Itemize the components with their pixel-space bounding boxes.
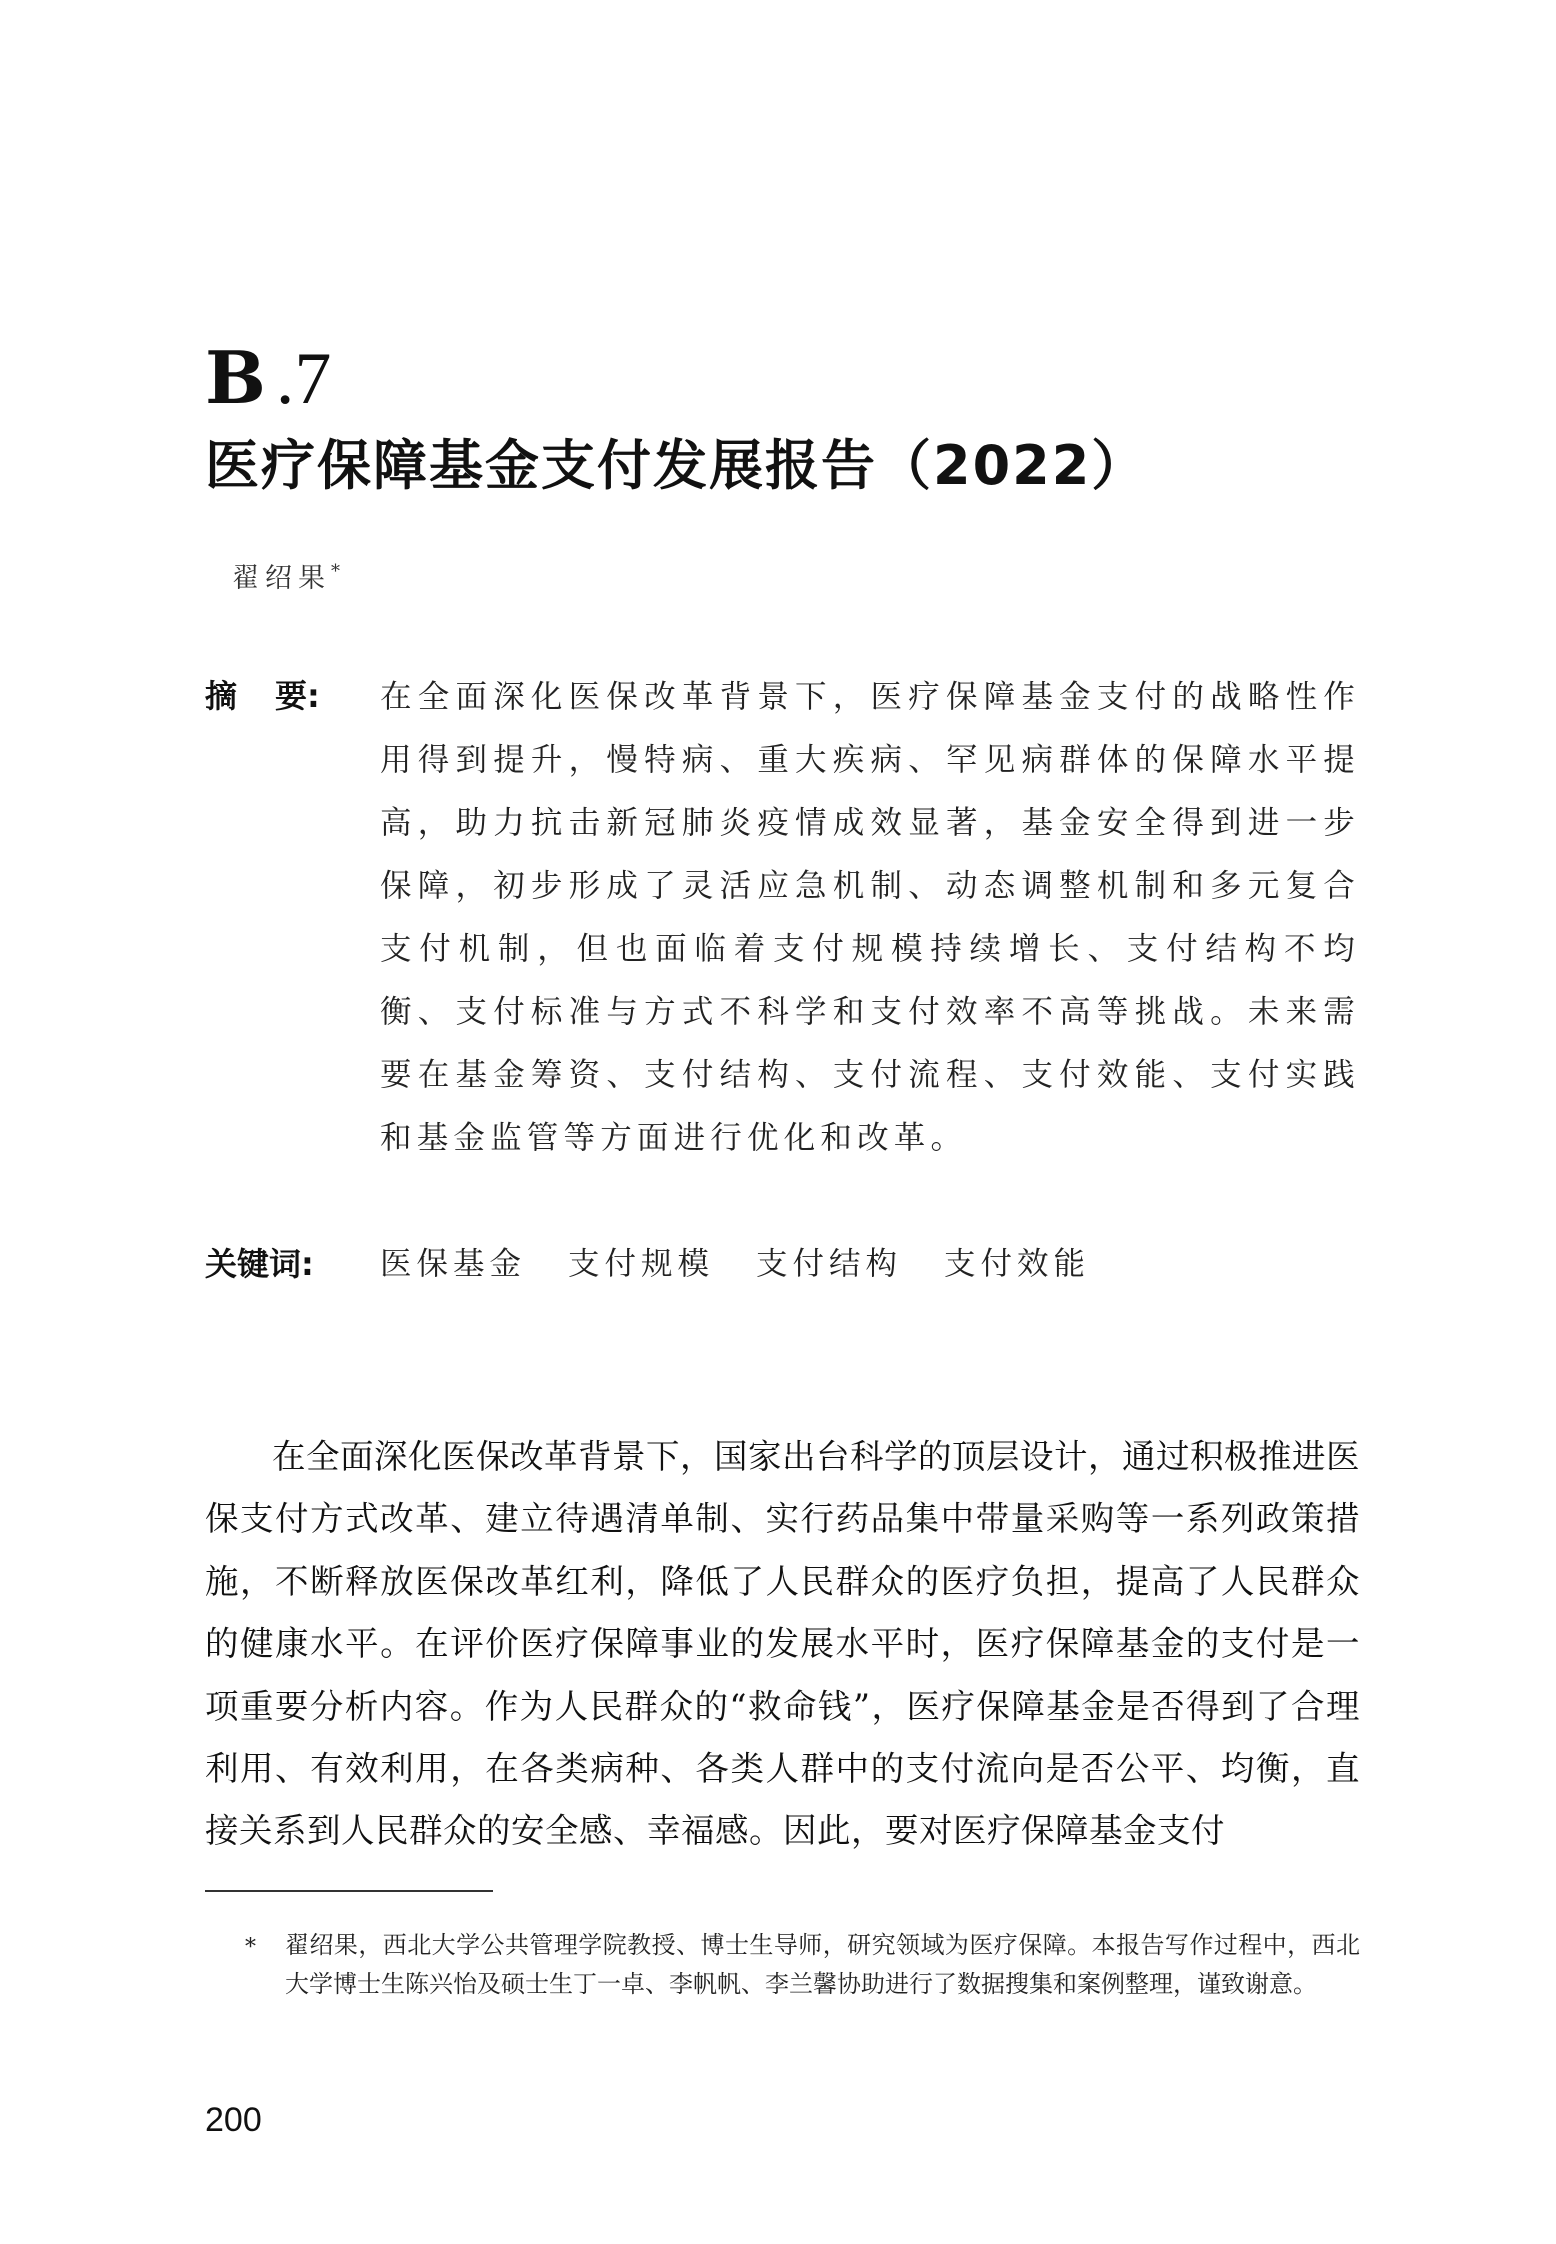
keyword-item: 医保基金 [380,1246,527,1282]
chapter-letter: B [205,335,266,420]
footnote-text: 翟绍果，西北大学公共管理学院教授、博士生导师，研究领域为医疗保障。本报告写作过程中，西北大学博士生陈兴怡及硕士生丁一卓、李帆帆、李兰馨协助进行了数据搜集和案例整理，谨致谢意。 [285,1931,1360,1998]
abstract-label-first: 摘 [205,677,238,715]
keyword-item: 支付结构 [756,1246,903,1282]
body-paragraph: 在全面深化医保改革背景下，国家出台科学的顶层设计，通过积极推进医保支付方式改革、建立待遇清单制、实行药品集中带量采购等一系列政策措施，不断释放医保改革红利，降低了人民群众的医疗负担，提高了人民群众的健康水平。在评价医疗保障事业的发展水平时，医疗保障基金的支付是一项重要分析内容。作为人民群众的“救命钱”，医疗保障基金是否得到了合理利用、有效利用，在各类病种、各类人群中的支付流向是否公平、均衡，直接关系到人民群众的安全感、幸福感。因此，要对医疗保障基金支付 [205,1437,1360,1851]
keywords-list [380,1240,1090,1288]
footnote-mark: * [245,1935,256,1960]
report-title: 医疗保障基金支付发展报告（2022） [205,434,1148,497]
abstract-label [205,672,335,720]
abstract-text: 在全面深化医保改革背景下，医疗保障基金支付的战略性作用得到提升，慢特病、重大疾病、罕见病群体的保障水平提高，助力抗击新冠肺炎疫情成效显著，基金安全得到进一步保障，初步形成了灵活应急机制、动态调整机制和多元复合支付机制，但也面临着支付规模持续增长、支付结构不均衡、支付标准与方式不科学和支付效率不高等挑战。未来需要在基金筹资、支付结构、支付流程、支付效能、支付实践和基金监管等方面进行优化和改革。 [380,679,1360,1156]
keyword-item: 支付效能 [944,1246,1091,1282]
footnote-divider [205,1890,493,1892]
chapter-index: .7 [275,338,332,420]
author-name: 翟绍果 [232,563,331,594]
body-text [205,1426,1360,1863]
chapter-number [205,335,332,420]
keywords-label: 关键词: [205,1245,314,1283]
keyword-item: 支付规模 [568,1246,715,1282]
author-footnote-mark: * [331,561,340,582]
page-number: 200 [205,2101,262,2139]
author-line [232,552,340,599]
footnote [245,1926,1360,2004]
abstract-label-second: 要: [275,677,320,715]
